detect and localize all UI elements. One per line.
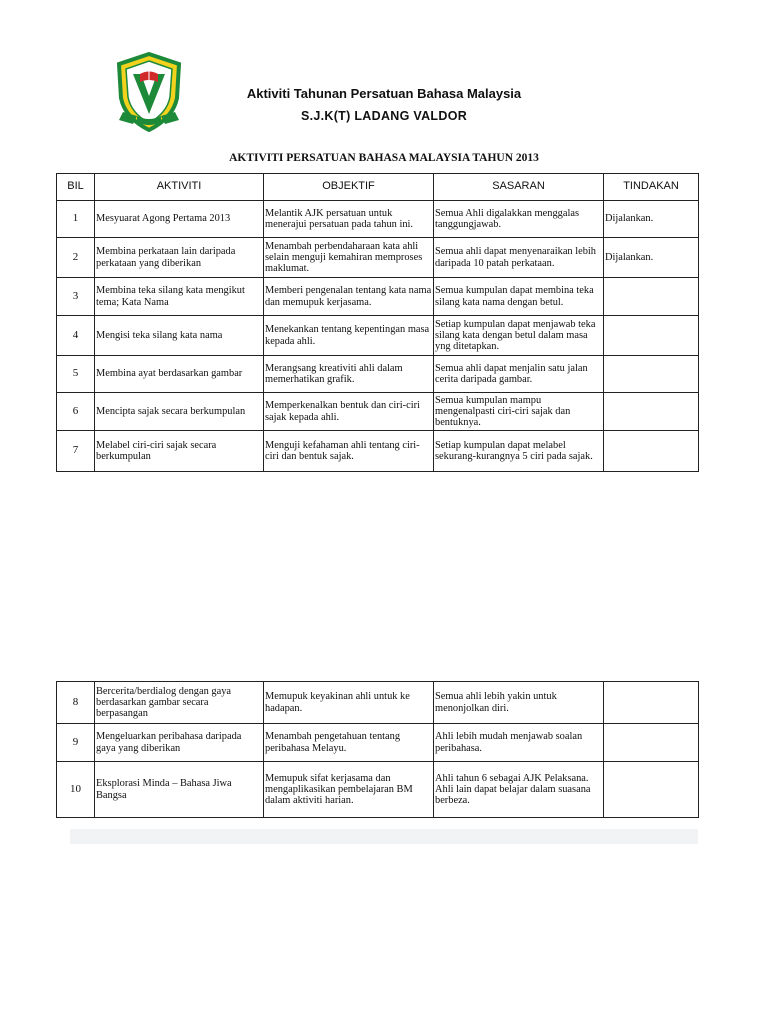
table-heading: AKTIVITI PERSATUAN BAHASA MALAYSIA TAHUN 2013 (229, 152, 539, 164)
cell-bil: 9 (57, 724, 95, 762)
cell-tindakan (604, 762, 699, 818)
cell-tindakan: Dijalankan. (604, 238, 699, 278)
cell-objektif: Memberi pengenalan tentang kata nama dan memupuk kerjasama. (264, 278, 434, 316)
cell-tindakan (604, 724, 699, 762)
column-header-aktiviti: AKTIVITI (95, 174, 264, 201)
cell-sasaran: Setiap kumpulan dapat menjawab teka silang kata dengan betul dalam masa yng ditetapkan. (434, 316, 604, 356)
cell-bil: 1 (57, 201, 95, 238)
cell-bil: 7 (57, 431, 95, 472)
cell-aktiviti: Membina ayat berdasarkan gambar (95, 356, 264, 393)
cell-bil: 2 (57, 238, 95, 278)
table-row (57, 356, 699, 393)
column-header-sasaran: SASARAN (434, 174, 604, 201)
cell-objektif: Menguji kefahaman ahli tentang ciri-ciri dan bentuk sajak. (264, 431, 434, 472)
cell-objektif: Menekankan tentang kepentingan masa kepada ahli. (264, 316, 434, 356)
table-row (57, 431, 699, 472)
column-header-tindakan: TINDAKAN (604, 174, 699, 201)
table-row (57, 762, 699, 818)
cell-sasaran: Semua Ahli digalakkan menggalas tanggungjawab. (434, 201, 604, 238)
cell-sasaran: Semua ahli lebih yakin untuk menonjolkan diri. (434, 682, 604, 724)
cell-objektif: Memupuk keyakinan ahli untuk ke hadapan. (264, 682, 434, 724)
cell-sasaran: Ahli tahun 6 sebagai AJK Pelaksana. Ahli lain dapat belajar dalam suasana berbeza. (434, 762, 604, 818)
cell-bil: 5 (57, 356, 95, 393)
cell-bil: 3 (57, 278, 95, 316)
cell-objektif: Memperkenalkan bentuk dan ciri-ciri sajak kepada ahli. (264, 393, 434, 431)
cell-tindakan (604, 278, 699, 316)
table-row (57, 278, 699, 316)
cell-aktiviti: Bercerita/berdialog dengan gaya berdasarkan gambar secara berpasangan (95, 682, 264, 724)
cell-sasaran: Semua kumpulan mampu mengenalpasti ciri-ciri sajak dan bentuknya. (434, 393, 604, 431)
cell-bil: 8 (57, 682, 95, 724)
cell-tindakan (604, 393, 699, 431)
cell-aktiviti: Mengisi teka silang kata nama (95, 316, 264, 356)
cell-aktiviti: Membina teka silang kata mengikut tema; Kata Nama (95, 278, 264, 316)
cell-bil: 6 (57, 393, 95, 431)
table-row (57, 724, 699, 762)
cell-objektif: Memupuk sifat kerjasama dan mengaplikasikan pembelajaran BM dalam aktiviti harian. (264, 762, 434, 818)
cell-objektif: Merangsang kreativiti ahli dalam memerhatikan grafik. (264, 356, 434, 393)
cell-aktiviti: Mesyuarat Agong Pertama 2013 (95, 201, 264, 238)
cell-sasaran: Ahli lebih mudah menjawab soalan peribahasa. (434, 724, 604, 762)
cell-aktiviti: Mencipta sajak secara berkumpulan (95, 393, 264, 431)
document-title: Aktiviti Tahunan Persatuan Bahasa Malaysia (246, 86, 522, 101)
page-footer-strip (70, 829, 698, 844)
cell-tindakan (604, 682, 699, 724)
school-name: S.J.K(T) LADANG VALDOR (300, 109, 468, 123)
cell-objektif: Melantik AJK persatuan untuk menerajui persatuan pada tahun ini. (264, 201, 434, 238)
table-row (57, 682, 699, 724)
cell-aktiviti: Melabel ciri-ciri sajak secara berkumpulan (95, 431, 264, 472)
cell-aktiviti: Mengeluarkan peribahasa daripada gaya yang diberikan (95, 724, 264, 762)
cell-sasaran: Semua kumpulan dapat membina teka silang kata nama dengan betul. (434, 278, 604, 316)
column-header-bil: BIL (57, 174, 95, 201)
table-row (57, 316, 699, 356)
cell-tindakan (604, 431, 699, 472)
activity-table-continued (56, 681, 699, 818)
cell-tindakan (604, 316, 699, 356)
cell-bil: 10 (57, 762, 95, 818)
cell-tindakan (604, 356, 699, 393)
cell-aktiviti: Membina perkataan lain daripada perkataan yang diberikan (95, 238, 264, 278)
column-header-objektif: OBJEKTIF (264, 174, 434, 201)
cell-sasaran: Setiap kumpulan dapat melabel sekurang-kurangnya 5 ciri pada sajak. (434, 431, 604, 472)
table-row (57, 238, 699, 278)
cell-objektif: Menambah perbendaharaan kata ahli selain menguji kemahiran memproses maklumat. (264, 238, 434, 278)
table-row (57, 393, 699, 431)
activity-table (56, 173, 699, 472)
table-row (57, 201, 699, 238)
cell-sasaran: Semua ahli dapat menjalin satu jalan cerita daripada gambar. (434, 356, 604, 393)
cell-objektif: Menambah pengetahuan tentang peribahasa Melayu. (264, 724, 434, 762)
cell-tindakan: Dijalankan. (604, 201, 699, 238)
cell-bil: 4 (57, 316, 95, 356)
cell-sasaran: Semua ahli dapat menyenaraikan lebih daripada 10 patah perkataan. (434, 238, 604, 278)
cell-aktiviti: Eksplorasi Minda – Bahasa Jiwa Bangsa (95, 762, 264, 818)
